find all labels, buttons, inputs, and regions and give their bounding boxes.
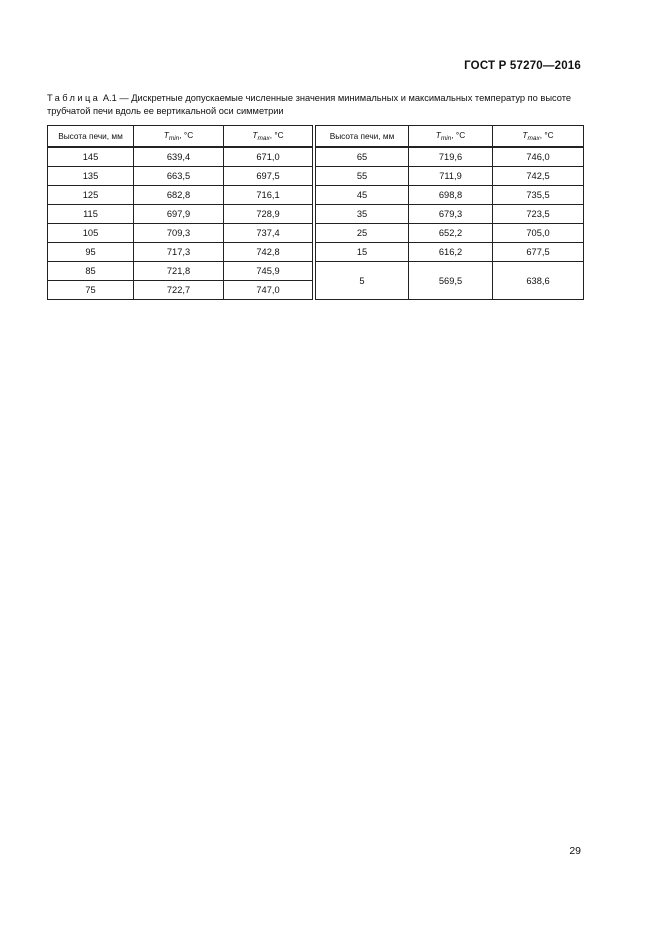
tmax-cell: 737,4 xyxy=(224,224,313,243)
tmin-cell: 679,3 xyxy=(409,205,493,224)
tmax-cell: 697,5 xyxy=(224,167,313,186)
height-cell: 145 xyxy=(48,147,134,167)
tmin-cell: 682,8 xyxy=(134,186,224,205)
table-row xyxy=(48,205,584,224)
tmax-cell: 746,0 xyxy=(493,147,584,167)
tmin-cell: 697,9 xyxy=(134,205,224,224)
height-cell: 25 xyxy=(316,224,409,243)
tmin-cell: 719,6 xyxy=(409,147,493,167)
table-caption xyxy=(47,92,585,117)
table-row xyxy=(48,224,584,243)
tmin-cell: 569,5 xyxy=(409,262,493,300)
temperature-table xyxy=(47,125,584,300)
tmax-cell: 723,5 xyxy=(493,205,584,224)
height-cell: 15 xyxy=(316,243,409,262)
tmax-cell: 638,6 xyxy=(493,262,584,300)
column-header-height-left: Высота печи, мм xyxy=(48,126,134,148)
tmax-cell: 745,9 xyxy=(224,262,313,281)
tmin-cell: 698,8 xyxy=(409,186,493,205)
table-row xyxy=(48,186,584,205)
height-cell: 5 xyxy=(316,262,409,300)
height-cell: 65 xyxy=(316,147,409,167)
column-header-tmin-right: $T_{min}$, °C xyxy=(409,126,493,148)
column-header-tmax-right: $T_{max}$, °C xyxy=(493,126,584,148)
tmin-cell: 652,2 xyxy=(409,224,493,243)
height-cell: 105 xyxy=(48,224,134,243)
column-header-tmax-left: $T_{max}$, °C xyxy=(224,126,313,148)
height-cell: 125 xyxy=(48,186,134,205)
caption-label: Таблица xyxy=(47,93,101,103)
tmin-cell: 711,9 xyxy=(409,167,493,186)
tmax-cell: 742,8 xyxy=(224,243,313,262)
page-number: 29 xyxy=(569,845,581,857)
table-row xyxy=(48,262,584,281)
column-divider xyxy=(313,281,316,300)
tmax-cell: 677,5 xyxy=(493,243,584,262)
column-header-tmin-left: $T_{min}$, °C xyxy=(134,126,224,148)
height-cell: 35 xyxy=(316,205,409,224)
height-cell: 95 xyxy=(48,243,134,262)
caption-text: А.1 — Дискретные допускаемые численные значения минимальных и максимальных температур по высоте трубчатой печи вдоль ее вертикальной оси симметрии xyxy=(47,93,572,116)
table-row xyxy=(48,147,584,167)
height-cell: 135 xyxy=(48,167,134,186)
tmax-cell: 742,5 xyxy=(493,167,584,186)
table-header-row xyxy=(48,126,584,148)
tmin-cell: 721,8 xyxy=(134,262,224,281)
tmin-cell: 722,7 xyxy=(134,281,224,300)
height-cell: 55 xyxy=(316,167,409,186)
tmin-cell: 639,4 xyxy=(134,147,224,167)
tmin-cell: 663,5 xyxy=(134,167,224,186)
height-cell: 75 xyxy=(48,281,134,300)
table-row xyxy=(48,167,584,186)
tmax-cell: 705,0 xyxy=(493,224,584,243)
tmin-cell: 709,3 xyxy=(134,224,224,243)
tmax-cell: 747,0 xyxy=(224,281,313,300)
tmax-cell: 728,9 xyxy=(224,205,313,224)
table-row xyxy=(48,243,584,262)
column-header-height-right: Высота печи, мм xyxy=(316,126,409,148)
height-cell: 115 xyxy=(48,205,134,224)
height-cell: 85 xyxy=(48,262,134,281)
height-cell: 45 xyxy=(316,186,409,205)
tmin-cell: 717,3 xyxy=(134,243,224,262)
tmax-cell: 716,1 xyxy=(224,186,313,205)
tmax-cell: 671,0 xyxy=(224,147,313,167)
tmax-cell: 735,5 xyxy=(493,186,584,205)
tmin-cell: 616,2 xyxy=(409,243,493,262)
document-code: ГОСТ Р 57270—2016 xyxy=(464,60,581,72)
